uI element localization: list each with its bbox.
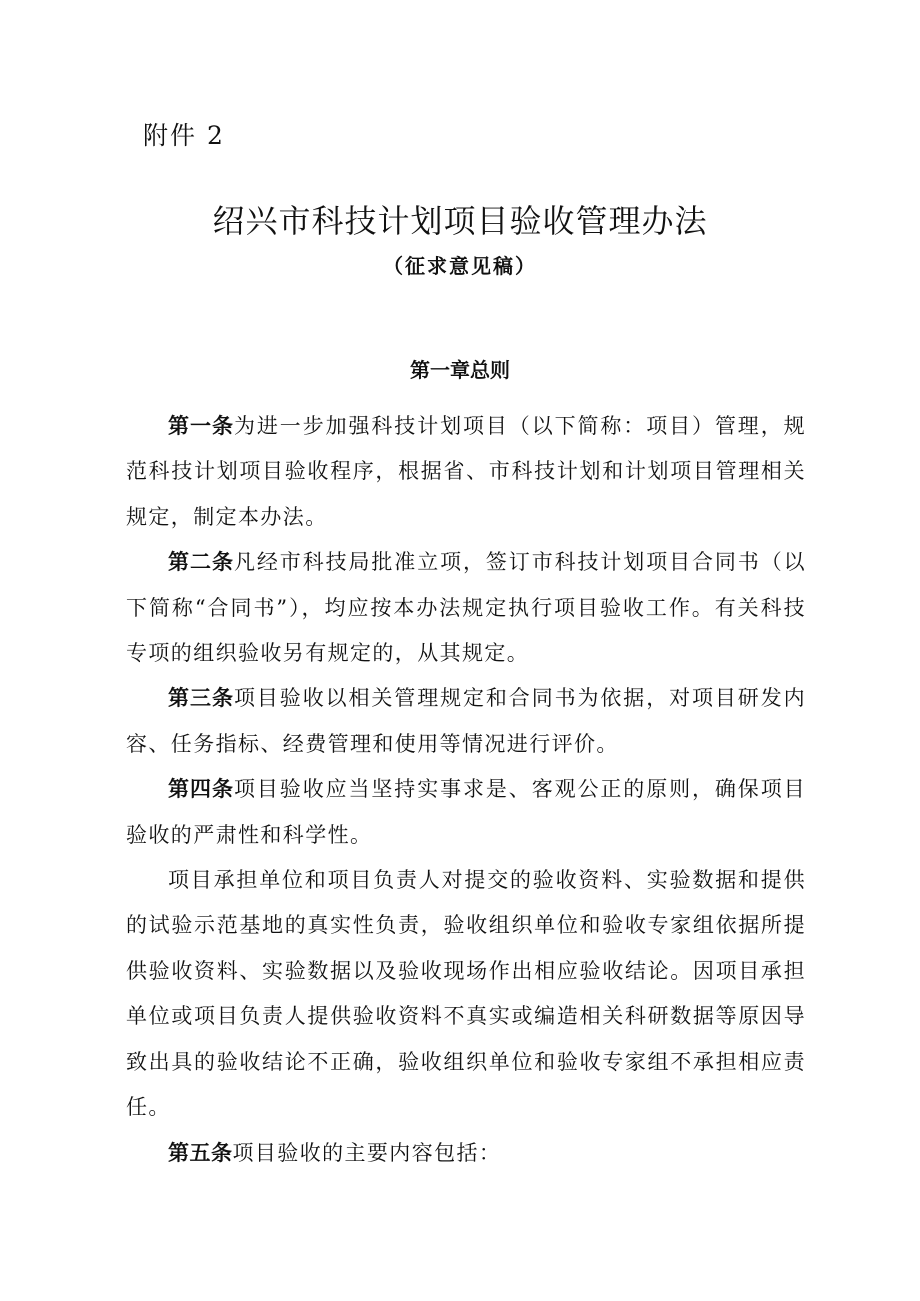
article-text: 为进一步加强科技计划项目（以下简称：项目）管理，规范科技计划项目验收程序，根据省、市科技计划和计划项目管理相关规定，制定本办法。 [126,414,806,529]
article-text: 项目验收应当坚持实事求是、客观公正的原则，确保项目验收的严肃性和科学性。 [126,777,806,847]
article-text: 凡经市科技局批准立项，签订市科技计划项目合同书（以下简称“合同书”），均应按本办法规定执行项目验收工作。有关科技专项的组织验收另有规定的，从其规定。 [126,550,806,666]
article-4 [126,767,806,858]
article-label: 第二条 [168,550,234,575]
article-label: 第四条 [168,777,234,802]
article-2 [126,540,806,676]
article-label: 第三条 [168,686,234,711]
chapter-heading: 第一章总则 [410,358,510,382]
article-label: 第五条 [168,1140,233,1165]
article-4-continued [126,858,806,1130]
article-label: 第一条 [168,414,234,438]
document-title: 绍兴市科技计划项目验收管理办法 [212,202,708,240]
article-text: 项目验收以相关管理规定和合同书为依据，对项目研发内容、任务指标、经费管理和使用等情况进行评价。 [126,686,806,756]
document-body [126,404,806,1176]
article-text: 项目验收的主要内容包括： [232,1140,502,1165]
article-3 [126,676,806,767]
article-5 [126,1131,806,1176]
attachment-label: 附件 2 [143,121,225,150]
document-subtitle: （征求意见稿） [383,254,537,278]
paragraph-text: 项目承担单位和项目负责人对提交的验收资料、实验数据和提供的试验示范基地的真实性负责，验收组织单位和验收专家组依据所提供验收资料、实验数据以及验收现场作出相应验收结论。因项目承担单位或项目负责人提供验收资料不真实或编造相关科研数据等原因导致出具的验收结论不正确，验收组织单位和验收专家组不承担相应责任。 [126,868,806,1120]
article-1 [126,404,806,540]
